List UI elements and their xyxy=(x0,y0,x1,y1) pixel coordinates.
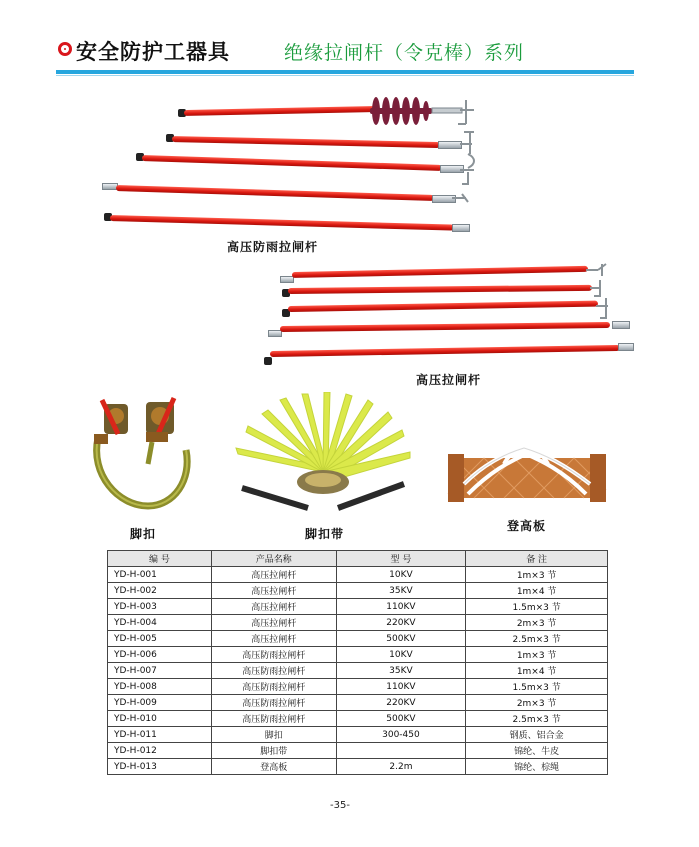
column-header: 型 号 xyxy=(336,551,466,567)
header-rule-thin xyxy=(56,75,634,76)
caption-pole: 高压拉闸杆 xyxy=(416,373,482,387)
cell-model: 220KV xyxy=(336,695,466,711)
table-row xyxy=(108,599,608,615)
caption-foot-buckle: 脚扣 xyxy=(130,527,157,541)
cell-note: 1m×4 节 xyxy=(466,663,608,679)
cell-code: YD-H-008 xyxy=(108,679,212,695)
cell-note: 1.5m×3 节 xyxy=(466,679,608,695)
table-row xyxy=(108,663,608,679)
cell-code: YD-H-003 xyxy=(108,599,212,615)
cell-product: 高压拉闸杆 xyxy=(211,615,336,631)
cell-model: 10KV xyxy=(336,567,466,583)
cell-code: YD-H-007 xyxy=(108,663,212,679)
foot-belt-illustration xyxy=(230,392,416,514)
caption-climbing-board: 登高板 xyxy=(507,519,547,533)
table-row xyxy=(108,695,608,711)
table-header-row xyxy=(108,551,608,567)
cell-model: 10KV xyxy=(336,647,466,663)
header-rule xyxy=(56,70,634,74)
column-header: 编 号 xyxy=(108,551,212,567)
spec-table xyxy=(107,550,608,775)
cell-model: 2.2m xyxy=(336,759,466,775)
hook-icon xyxy=(596,296,616,322)
target-icon xyxy=(58,42,72,56)
cell-note: 钢质、铝合金 xyxy=(466,727,608,743)
cell-product: 高压防雨拉闸杆 xyxy=(211,695,336,711)
cell-product: 脚扣带 xyxy=(211,743,336,759)
table-row xyxy=(108,583,608,599)
cell-product: 高压防雨拉闸杆 xyxy=(211,711,336,727)
cell-code: YD-H-013 xyxy=(108,759,212,775)
page-number: -35- xyxy=(330,800,350,811)
cell-code: YD-H-001 xyxy=(108,567,212,583)
cell-note: 锦纶、棕绳 xyxy=(466,759,608,775)
cell-note: 1m×3 节 xyxy=(466,567,608,583)
cell-model: 110KV xyxy=(336,599,466,615)
cell-model: 220KV xyxy=(336,615,466,631)
table-row xyxy=(108,727,608,743)
cell-product: 高压拉闸杆 xyxy=(211,599,336,615)
cell-product: 高压防雨拉闸杆 xyxy=(211,679,336,695)
table-row xyxy=(108,679,608,695)
cell-product: 高压拉闸杆 xyxy=(211,567,336,583)
cell-product: 高压防雨拉闸杆 xyxy=(211,647,336,663)
table-row xyxy=(108,615,608,631)
hook-icon xyxy=(458,150,480,188)
cell-product: 高压拉闸杆 xyxy=(211,631,336,647)
cell-note: 1.5m×3 节 xyxy=(466,599,608,615)
page-subtitle: 绝缘拉闸杆（令克棒）系列 xyxy=(284,42,525,64)
cell-note: 2m×3 节 xyxy=(466,695,608,711)
column-header: 产品名称 xyxy=(211,551,336,567)
cell-note: 1m×4 节 xyxy=(466,583,608,599)
table-row xyxy=(108,743,608,759)
table-row xyxy=(108,567,608,583)
cell-model xyxy=(336,743,466,759)
cell-model: 300-450 xyxy=(336,727,466,743)
cell-model: 35KV xyxy=(336,583,466,599)
cell-code: YD-H-005 xyxy=(108,631,212,647)
cell-code: YD-H-002 xyxy=(108,583,212,599)
table-row xyxy=(108,631,608,647)
cell-code: YD-H-011 xyxy=(108,727,212,743)
table-row xyxy=(108,647,608,663)
climbing-board-illustration xyxy=(444,424,610,514)
cell-product: 脚扣 xyxy=(211,727,336,743)
cell-product: 高压防雨拉闸杆 xyxy=(211,663,336,679)
cell-note: 锦纶、牛皮 xyxy=(466,743,608,759)
cell-code: YD-H-009 xyxy=(108,695,212,711)
cell-note: 1m×3 节 xyxy=(466,647,608,663)
cell-note: 2.5m×3 节 xyxy=(466,631,608,647)
table-row xyxy=(108,759,608,775)
caption-rain-pole: 高压防雨拉闸杆 xyxy=(227,240,319,254)
column-header: 备 注 xyxy=(466,551,608,567)
cell-code: YD-H-010 xyxy=(108,711,212,727)
cell-note: 2m×3 节 xyxy=(466,615,608,631)
cell-model: 500KV xyxy=(336,631,466,647)
caption-foot-belt: 脚扣带 xyxy=(305,527,345,541)
hook-icon xyxy=(452,192,472,208)
cell-model: 35KV xyxy=(336,663,466,679)
cell-note: 2.5m×3 节 xyxy=(466,711,608,727)
cell-model: 500KV xyxy=(336,711,466,727)
cell-code: YD-H-006 xyxy=(108,647,212,663)
cell-product: 高压拉闸杆 xyxy=(211,583,336,599)
page-title: 安全防护工器具 xyxy=(76,40,230,64)
cell-code: YD-H-004 xyxy=(108,615,212,631)
cell-product: 登高板 xyxy=(211,759,336,775)
cell-model: 110KV xyxy=(336,679,466,695)
cell-code: YD-H-012 xyxy=(108,743,212,759)
table-row xyxy=(108,711,608,727)
foot-buckle-illustration xyxy=(88,394,200,516)
